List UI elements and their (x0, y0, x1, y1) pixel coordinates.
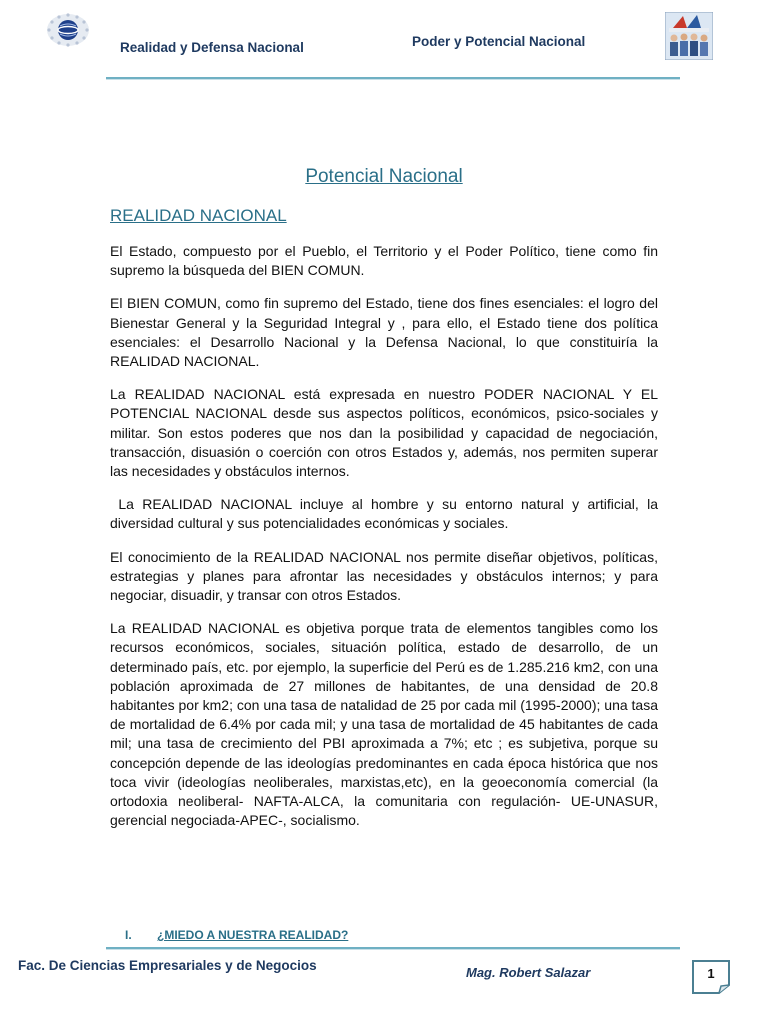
footer-left-text: Fac. De Ciencias Empresariales y de Negocios (18, 958, 317, 973)
footer-author: Mag. Robert Salazar (466, 965, 591, 980)
header-right-text: Poder y Potencial Nacional (412, 34, 586, 49)
page-number: 1 (707, 966, 715, 981)
list-item-text: ¿MIEDO A NUESTRA REALIDAD? (157, 928, 349, 942)
paragraph: La REALIDAD NACIONAL está expresada en nuestro PODER NACIONAL Y EL POTENCIAL NACIONAL desde sus aspectos políticos, económicos, psico-sociales y militar. Son estos poderes que nos dan la posibilidad y capacidad de negociación, transacción, disuasión o coerción con otros Estados y, además, nos permiten superar las necesidades y obstáculos internos. (110, 386, 658, 480)
paragraph: La REALIDAD NACIONAL es objetiva porque trata de elementos tangibles como los recursos económicos, sociales, situación política, estado de desarrollo, de un determinado país, etc. por ejemplo, la superficie del Perú es de 1.285.216 km2, con una población aproximada de 27 millones de habitantes, de una densidad de 20.8 habitantes por km2; con una tasa de natalidad de 25 por cada mil (1995-2000); una tasa de mortalidad de 6.4% por cada mil; y una tasa de mortalidad de 45 habitantes de cada mil; una tasa de crecimiento del PBI aproximada a 7%; etc ; es subjetiva, porque su concepción depende de las ideologías predominantes en cada época histórica que nos toca vivir (ideologías neoliberales, marxistas,etc), en la geoeconomía comercial (la ortodoxia neoliberal- NAFTA-ALCA, la comunitaria con regulación- UE-UNASUR, gerencial negociada-APEC-, socialismo. (110, 620, 658, 829)
globe-logo-icon (46, 12, 90, 48)
footer-divider (106, 947, 680, 949)
paragraph: El conocimiento de la REALIDAD NACIONAL nos permite diseñar objetivos, políticas, estrategias y planes para afrontar las necesidades y obstáculos internos; y para negociar, disuadir, y transar con otros Estados. (110, 548, 658, 604)
paragraph: El Estado, compuesto por el Pueblo, el Territorio y el Poder Político, tiene como fin supremo la búsqueda del BIEN COMUN. (110, 243, 658, 279)
page-title: Potencial Nacional (305, 166, 463, 187)
group-photo-icon (665, 12, 713, 60)
paragraph: La REALIDAD NACIONAL incluye al hombre y su entorno natural y artificial, la diversidad cultural y sus potencialidades económicas y sociales. (110, 496, 662, 532)
list-item (125, 928, 348, 942)
paragraph: El BIEN COMUN, como fin supremo del Estado, tiene dos fines esenciales: el logro del Bienestar General y la Seguridad Integral y , para ello, el Estado tiene dos política esenciales: el Desarrollo Nacional y la Defensa Nacional, lo que constituiría la REALIDAD NACIONAL. (110, 295, 658, 370)
document-body (110, 242, 662, 844)
header-left-text: Realidad y Defensa Nacional (120, 40, 304, 55)
section-heading: REALIDAD NACIONAL (110, 206, 287, 225)
header-divider (106, 77, 680, 79)
list-item-number: I. (125, 928, 132, 942)
